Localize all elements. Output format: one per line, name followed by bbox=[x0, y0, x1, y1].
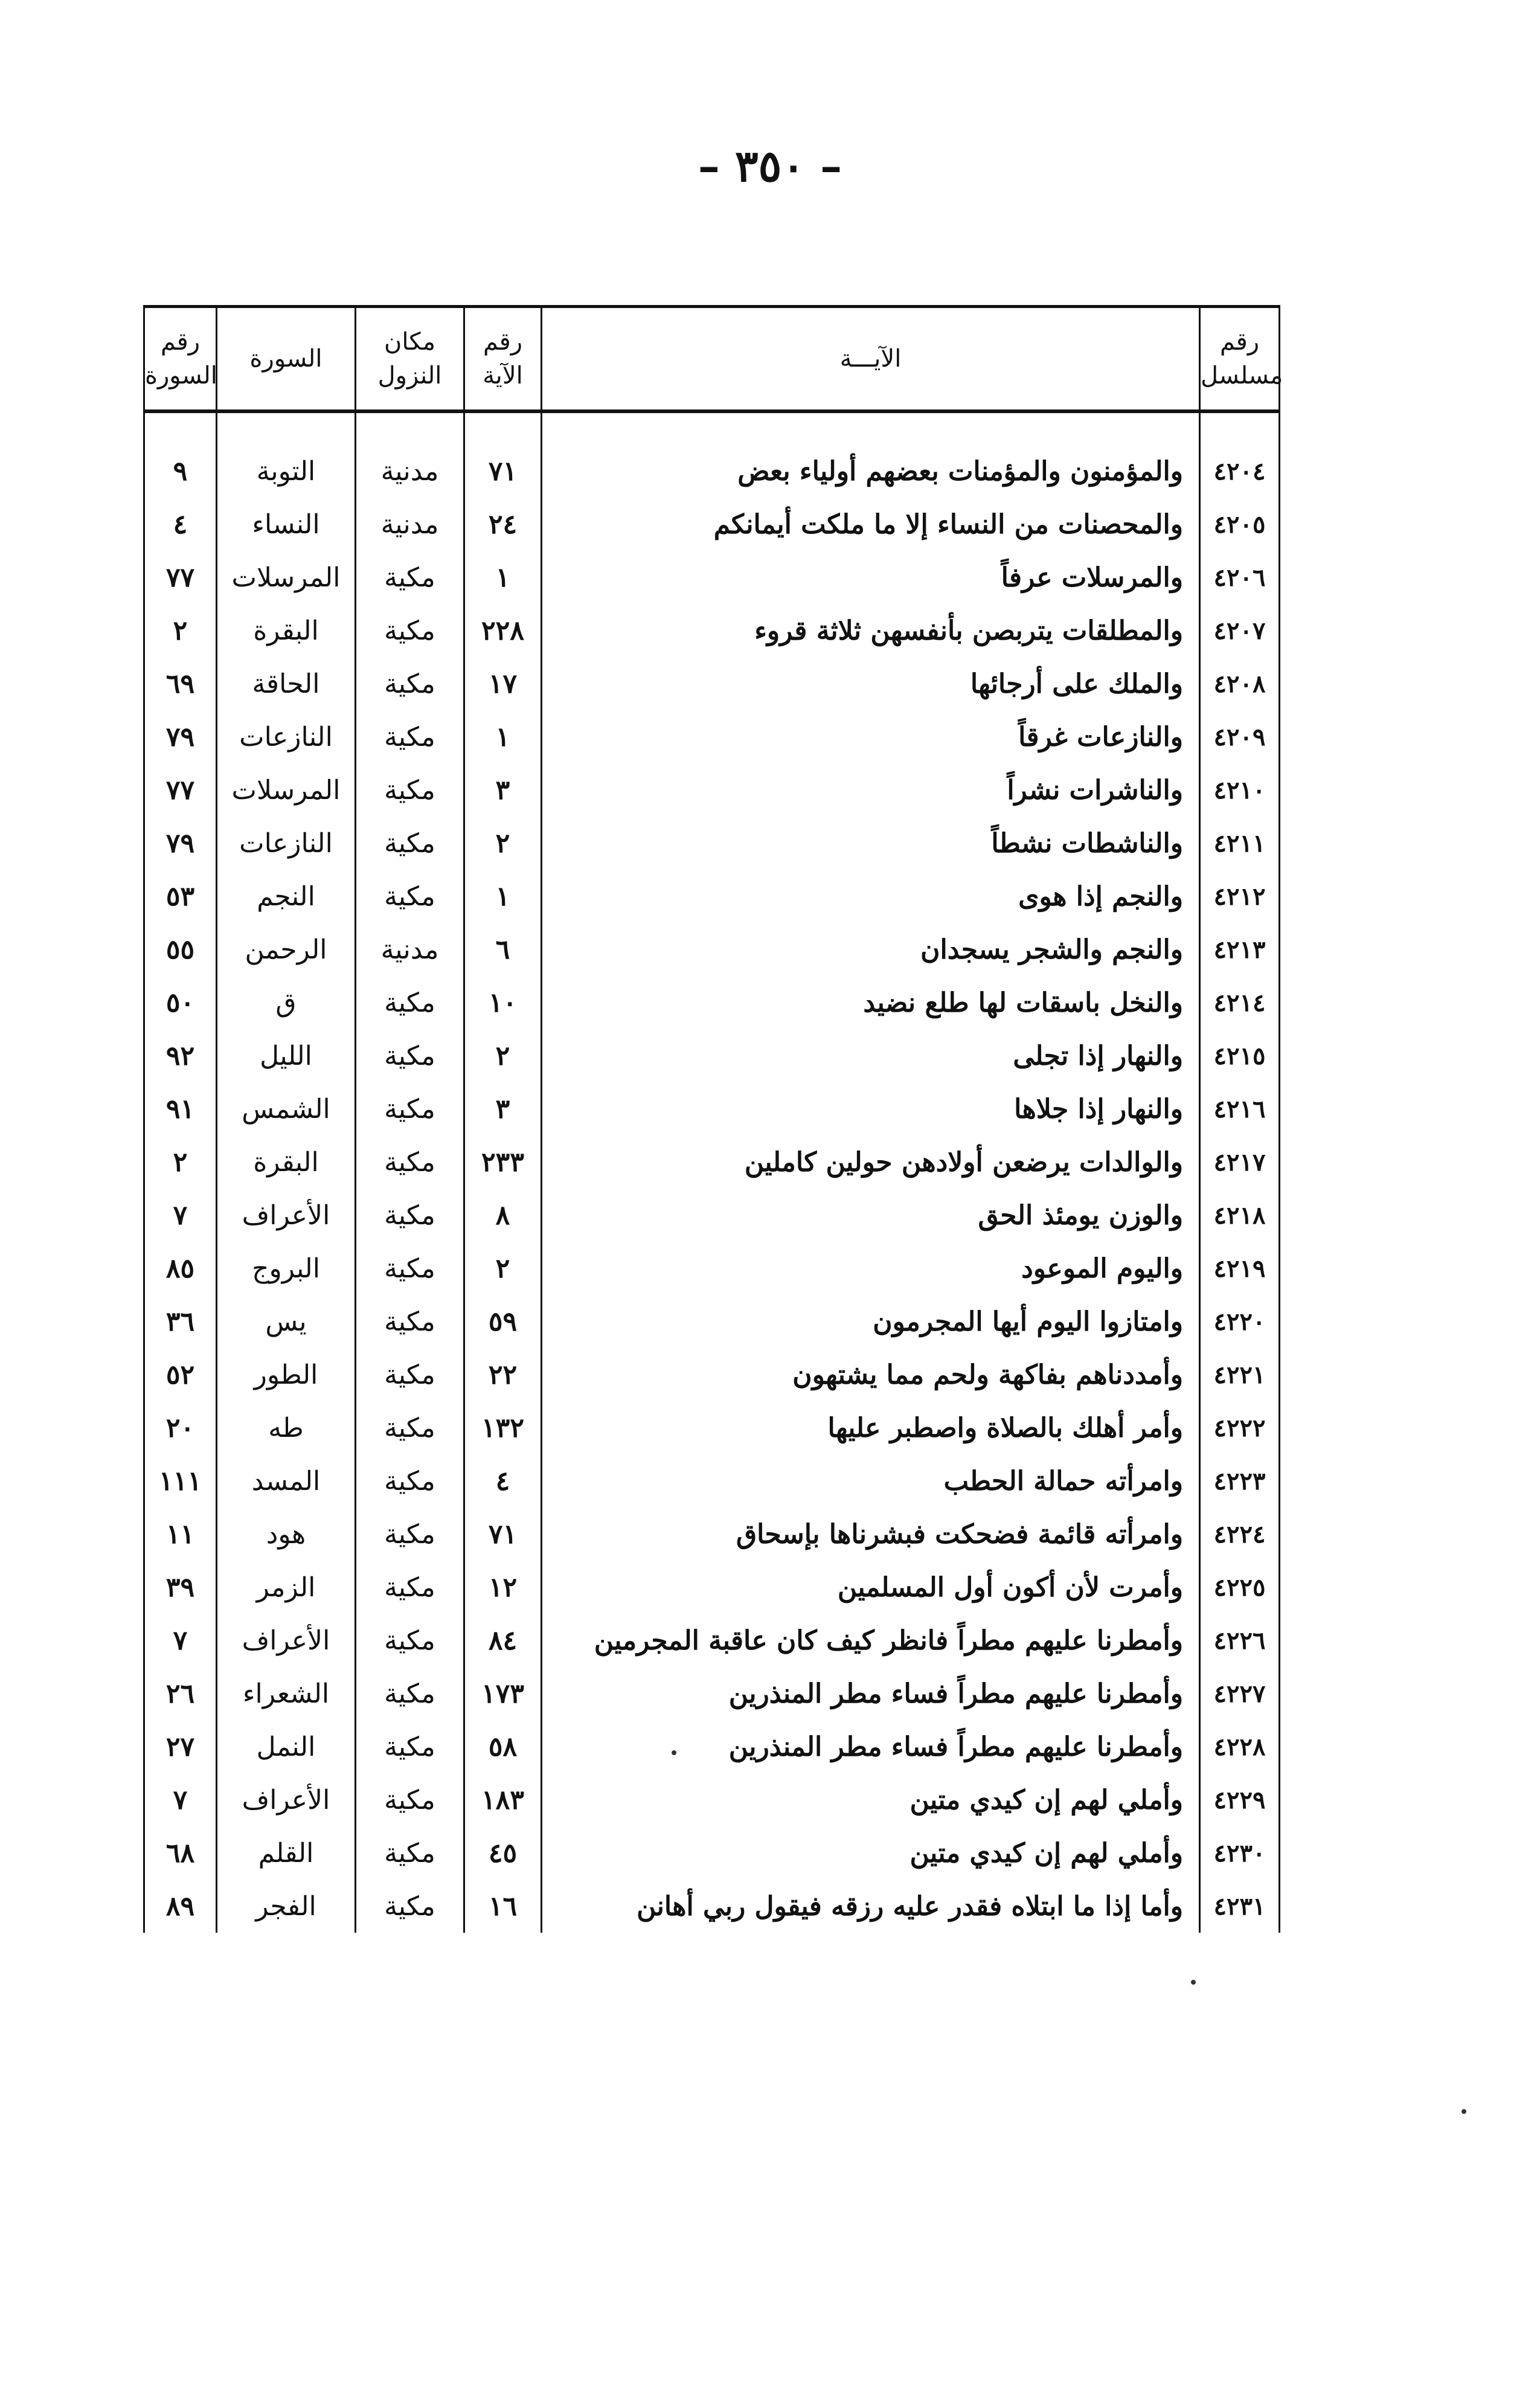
table-header-row bbox=[144, 307, 1280, 412]
place-cell: مكية bbox=[356, 1295, 464, 1348]
surah-number-cell: ٣٦ bbox=[144, 1295, 217, 1348]
serial-cell: ٤٢٢٩ bbox=[1200, 1773, 1280, 1826]
surah-number-cell: ٢ bbox=[144, 1135, 217, 1189]
surah-number-cell: ٦٩ bbox=[144, 657, 217, 710]
place-cell: مكية bbox=[356, 1508, 464, 1561]
surah-number-cell: ٥٢ bbox=[144, 1348, 217, 1401]
place-cell: مكية bbox=[356, 604, 464, 657]
serial-cell: ٤٢٢٠ bbox=[1200, 1295, 1280, 1348]
table-row bbox=[144, 1454, 1280, 1508]
ayah-number-cell: ٤٥ bbox=[464, 1826, 542, 1880]
surah-number-cell: ٦٨ bbox=[144, 1826, 217, 1880]
surah-number-cell: ٧٧ bbox=[144, 763, 217, 817]
verse-cell: والمؤمنون والمؤمنات بعضهم أولياء بعض bbox=[542, 445, 1200, 498]
place-cell: مكية bbox=[356, 1029, 464, 1082]
verse-cell: والنهار إذا جلاها bbox=[542, 1082, 1200, 1135]
place-cell: مكية bbox=[356, 1561, 464, 1614]
table-row bbox=[144, 1082, 1280, 1135]
surah-cell: التوبة bbox=[217, 445, 356, 498]
ayah-number-cell: ٨ bbox=[464, 1189, 542, 1242]
surah-cell: النمل bbox=[217, 1720, 356, 1773]
surah-cell: الليل bbox=[217, 1029, 356, 1082]
ayah-number-cell: ١٣٢ bbox=[464, 1401, 542, 1454]
surah-cell: النازعات bbox=[217, 710, 356, 763]
table-row bbox=[144, 1401, 1280, 1454]
surah-cell: ق bbox=[217, 976, 356, 1029]
serial-cell: ٤٢٠٦ bbox=[1200, 551, 1280, 604]
place-cell: مكية bbox=[356, 1880, 464, 1933]
table-row bbox=[144, 1029, 1280, 1082]
serial-cell: ٤٢١٤ bbox=[1200, 976, 1280, 1029]
verse-cell: والنازعات غرقاً bbox=[542, 710, 1200, 763]
surah-number-cell: ٧ bbox=[144, 1773, 217, 1826]
surah-cell: النجم bbox=[217, 870, 356, 923]
ayah-number-cell: ٧١ bbox=[464, 445, 542, 498]
table-row bbox=[144, 1614, 1280, 1667]
verse-cell: وأمددناهم بفاكهة ولحم مما يشتهون bbox=[542, 1348, 1200, 1401]
place-cell: مكية bbox=[356, 1082, 464, 1135]
serial-cell: ٤٢١٣ bbox=[1200, 923, 1280, 976]
surah-cell: الأعراف bbox=[217, 1773, 356, 1826]
ayah-number-cell: ١٧ bbox=[464, 657, 542, 710]
ayah-number-cell: ٦ bbox=[464, 923, 542, 976]
table-row bbox=[144, 1826, 1280, 1880]
place-cell: مكية bbox=[356, 657, 464, 710]
surah-cell: يس bbox=[217, 1295, 356, 1348]
surah-number-cell: ٧٩ bbox=[144, 817, 217, 870]
table-row bbox=[144, 1667, 1280, 1720]
header-place: مكان النزول bbox=[356, 307, 464, 412]
page-number: – ٣٥٠ – bbox=[698, 140, 842, 191]
place-cell: مكية bbox=[356, 1189, 464, 1242]
place-cell: مكية bbox=[356, 710, 464, 763]
surah-number-cell: ٤ bbox=[144, 498, 217, 551]
ayah-number-cell: ١٠ bbox=[464, 976, 542, 1029]
verse-cell: والناشرات نشراً bbox=[542, 763, 1200, 817]
surah-number-cell: ١١ bbox=[144, 1508, 217, 1561]
serial-cell: ٤٢٠٨ bbox=[1200, 657, 1280, 710]
place-cell: مكية bbox=[356, 1667, 464, 1720]
serial-cell: ٤٢١٦ bbox=[1200, 1082, 1280, 1135]
surah-cell: الأعراف bbox=[217, 1189, 356, 1242]
ayah-number-cell: ٧١ bbox=[464, 1508, 542, 1561]
place-cell: مكية bbox=[356, 1401, 464, 1454]
serial-cell: ٤٢١١ bbox=[1200, 817, 1280, 870]
verse-cell: والناشطات نشطاً bbox=[542, 817, 1200, 870]
table-row bbox=[144, 657, 1280, 710]
place-cell: مكية bbox=[356, 1135, 464, 1189]
table-row bbox=[144, 1295, 1280, 1348]
surah-cell: الفجر bbox=[217, 1880, 356, 1933]
serial-cell: ٤٢٠٤ bbox=[1200, 445, 1280, 498]
surah-number-cell: ٢٧ bbox=[144, 1720, 217, 1773]
serial-cell: ٤٢٠٥ bbox=[1200, 498, 1280, 551]
surah-cell: الطور bbox=[217, 1348, 356, 1401]
surah-number-cell: ٧ bbox=[144, 1614, 217, 1667]
surah-cell: الشمس bbox=[217, 1082, 356, 1135]
ayah-number-cell: ١٢ bbox=[464, 1561, 542, 1614]
verse-cell: وأمطرنا عليهم مطراً فانظر كيف كان عاقبة المجرمين bbox=[542, 1614, 1200, 1667]
place-cell: مكية bbox=[356, 1348, 464, 1401]
serial-cell: ٤٢١٥ bbox=[1200, 1029, 1280, 1082]
surah-number-cell: ٣٩ bbox=[144, 1561, 217, 1614]
surah-number-cell: ٢٦ bbox=[144, 1667, 217, 1720]
surah-number-cell: ٩٢ bbox=[144, 1029, 217, 1082]
table-row bbox=[144, 1561, 1280, 1614]
surah-cell: المرسلات bbox=[217, 551, 356, 604]
serial-cell: ٤٢٢٢ bbox=[1200, 1401, 1280, 1454]
serial-cell: ٤٢٢١ bbox=[1200, 1348, 1280, 1401]
surah-number-cell: ٢٠ bbox=[144, 1401, 217, 1454]
place-cell: مكية bbox=[356, 976, 464, 1029]
surah-cell: النازعات bbox=[217, 817, 356, 870]
table-row bbox=[144, 1720, 1280, 1773]
ayah-number-cell: ٥٨ bbox=[464, 1720, 542, 1773]
serial-cell: ٤٢١٢ bbox=[1200, 870, 1280, 923]
place-cell: مكية bbox=[356, 1242, 464, 1295]
place-cell: مكية bbox=[356, 1614, 464, 1667]
verse-cell: واليوم الموعود bbox=[542, 1242, 1200, 1295]
surah-number-cell: ٢ bbox=[144, 604, 217, 657]
ayah-number-cell: ٥٩ bbox=[464, 1295, 542, 1348]
verse-cell: وأمر أهلك بالصلاة واصطبر عليها bbox=[542, 1401, 1200, 1454]
ayah-number-cell: ١ bbox=[464, 710, 542, 763]
verse-cell: وأمطرنا عليهم مطراً فساء مطر المنذرين bbox=[542, 1720, 1200, 1773]
stray-dot bbox=[672, 1750, 676, 1755]
ayah-number-cell: ٢٤ bbox=[464, 498, 542, 551]
table-row bbox=[144, 1242, 1280, 1295]
table-row bbox=[144, 1508, 1280, 1561]
serial-cell: ٤٢٢٦ bbox=[1200, 1614, 1280, 1667]
serial-cell: ٤٢١٩ bbox=[1200, 1242, 1280, 1295]
table-row bbox=[144, 1135, 1280, 1189]
surah-number-cell: ٨٥ bbox=[144, 1242, 217, 1295]
table-row bbox=[144, 498, 1280, 551]
table-row bbox=[144, 1773, 1280, 1826]
table-row bbox=[144, 1348, 1280, 1401]
ayah-number-cell: ١٨٣ bbox=[464, 1773, 542, 1826]
place-cell: مدنية bbox=[356, 923, 464, 976]
table-row bbox=[144, 817, 1280, 870]
ayah-number-cell: ٣ bbox=[464, 763, 542, 817]
verse-cell: وامرأته قائمة فضحكت فبشرناها بإسحاق bbox=[542, 1508, 1200, 1561]
verse-cell: والوالدات يرضعن أولادهن حولين كاملين bbox=[542, 1135, 1200, 1189]
place-cell: مدنية bbox=[356, 498, 464, 551]
header-surah-number: رقم السورة bbox=[144, 307, 217, 412]
ayah-number-cell: ٤ bbox=[464, 1454, 542, 1508]
serial-cell: ٤٢٢٤ bbox=[1200, 1508, 1280, 1561]
verse-cell: والمطلقات يتربصن بأنفسهن ثلاثة قروء bbox=[542, 604, 1200, 657]
serial-cell: ٤٢٢٥ bbox=[1200, 1561, 1280, 1614]
ayah-number-cell: ١٦ bbox=[464, 1880, 542, 1933]
surah-number-cell: ١١١ bbox=[144, 1454, 217, 1508]
ayah-number-cell: ٢ bbox=[464, 1242, 542, 1295]
surah-cell: طه bbox=[217, 1401, 356, 1454]
surah-cell: القلم bbox=[217, 1826, 356, 1880]
table-row bbox=[144, 976, 1280, 1029]
verse-index-table bbox=[143, 305, 1283, 1933]
header-ayah-number: رقم الآية bbox=[464, 307, 542, 412]
ayah-number-cell: ١ bbox=[464, 551, 542, 604]
place-cell: مكية bbox=[356, 1826, 464, 1880]
surah-number-cell: ٧٧ bbox=[144, 551, 217, 604]
verse-cell: والمحصنات من النساء إلا ما ملكت أيمانكم bbox=[542, 498, 1200, 551]
serial-cell: ٤٢١٨ bbox=[1200, 1189, 1280, 1242]
surah-number-cell: ٧٩ bbox=[144, 710, 217, 763]
ayah-number-cell: ٢٢ bbox=[464, 1348, 542, 1401]
table-row bbox=[144, 870, 1280, 923]
surah-cell: البقرة bbox=[217, 1135, 356, 1189]
verse-cell: والوزن يومئذ الحق bbox=[542, 1189, 1200, 1242]
verse-cell: والنجم إذا هوى bbox=[542, 870, 1200, 923]
place-cell: مكية bbox=[356, 817, 464, 870]
serial-cell: ٤٢١٠ bbox=[1200, 763, 1280, 817]
verse-cell: وامتازوا اليوم أيها المجرمون bbox=[542, 1295, 1200, 1348]
table-row bbox=[144, 1880, 1280, 1933]
verse-cell: وأملي لهم إن كيدي متين bbox=[542, 1826, 1200, 1880]
serial-cell: ٤٢٢٧ bbox=[1200, 1667, 1280, 1720]
ayah-number-cell: ٢ bbox=[464, 1029, 542, 1082]
header-verse: الآيـــة bbox=[542, 307, 1200, 412]
place-cell: مكية bbox=[356, 1773, 464, 1826]
verse-cell: والنجم والشجر يسجدان bbox=[542, 923, 1200, 976]
ayah-number-cell: ٢٣٣ bbox=[464, 1135, 542, 1189]
serial-cell: ٤٢٢٣ bbox=[1200, 1454, 1280, 1508]
ayah-number-cell: ٢ bbox=[464, 817, 542, 870]
verse-cell: وأمطرنا عليهم مطراً فساء مطر المنذرين bbox=[542, 1667, 1200, 1720]
serial-cell: ٤٢٣٠ bbox=[1200, 1826, 1280, 1880]
ayah-number-cell: ٣ bbox=[464, 1082, 542, 1135]
table-row bbox=[144, 923, 1280, 976]
surah-cell: المسد bbox=[217, 1454, 356, 1508]
verse-cell: والمرسلات عرفاً bbox=[542, 551, 1200, 604]
surah-cell: المرسلات bbox=[217, 763, 356, 817]
table-body bbox=[144, 411, 1280, 1933]
serial-cell: ٤٢٠٧ bbox=[1200, 604, 1280, 657]
verse-cell: والملك على أرجائها bbox=[542, 657, 1200, 710]
place-cell: مكية bbox=[356, 763, 464, 817]
table-spacer-row bbox=[144, 411, 1280, 445]
header-serial: رقم مسلسل bbox=[1200, 307, 1280, 412]
surah-cell: النساء bbox=[217, 498, 356, 551]
surah-cell: الأعراف bbox=[217, 1614, 356, 1667]
surah-cell: الزمر bbox=[217, 1561, 356, 1614]
ayah-number-cell: ٨٤ bbox=[464, 1614, 542, 1667]
verse-cell: والنهار إذا تجلى bbox=[542, 1029, 1200, 1082]
serial-cell: ٤٢٢٨ bbox=[1200, 1720, 1280, 1773]
surah-number-cell: ٩١ bbox=[144, 1082, 217, 1135]
verse-cell: وأما إذا ما ابتلاه فقدر عليه رزقه فيقول ربي أهانن bbox=[542, 1880, 1200, 1933]
header-surah: السورة bbox=[217, 307, 356, 412]
verse-cell: وأمرت لأن أكون أول المسلمين bbox=[542, 1561, 1200, 1614]
surah-number-cell: ٥٠ bbox=[144, 976, 217, 1029]
ayah-number-cell: ١٧٣ bbox=[464, 1667, 542, 1720]
table-row bbox=[144, 551, 1280, 604]
surah-cell: البروج bbox=[217, 1242, 356, 1295]
surah-cell: الحاقة bbox=[217, 657, 356, 710]
serial-cell: ٤٢٠٩ bbox=[1200, 710, 1280, 763]
verse-cell: وأملي لهم إن كيدي متين bbox=[542, 1773, 1200, 1826]
serial-cell: ٤٢٣١ bbox=[1200, 1880, 1280, 1933]
table-row bbox=[144, 1189, 1280, 1242]
stray-dot bbox=[1461, 2109, 1466, 2114]
surah-cell: الرحمن bbox=[217, 923, 356, 976]
ayah-number-cell: ١ bbox=[464, 870, 542, 923]
serial-cell: ٤٢١٧ bbox=[1200, 1135, 1280, 1189]
verse-cell: وامرأته حمالة الحطب bbox=[542, 1454, 1200, 1508]
place-cell: مكية bbox=[356, 1720, 464, 1773]
place-cell: مكية bbox=[356, 1454, 464, 1508]
verse-cell: والنخل باسقات لها طلع نضيد bbox=[542, 976, 1200, 1029]
surah-cell: هود bbox=[217, 1508, 356, 1561]
table-row bbox=[144, 710, 1280, 763]
stray-dot bbox=[1191, 1980, 1196, 1985]
surah-number-cell: ٩ bbox=[144, 445, 217, 498]
table-row bbox=[144, 604, 1280, 657]
place-cell: مكية bbox=[356, 551, 464, 604]
surah-cell: الشعراء bbox=[217, 1667, 356, 1720]
ayah-number-cell: ٢٢٨ bbox=[464, 604, 542, 657]
table-row bbox=[144, 763, 1280, 817]
surah-number-cell: ٥٣ bbox=[144, 870, 217, 923]
surah-number-cell: ٨٩ bbox=[144, 1880, 217, 1933]
place-cell: مكية bbox=[356, 870, 464, 923]
place-cell: مدنية bbox=[356, 445, 464, 498]
surah-cell: البقرة bbox=[217, 604, 356, 657]
surah-number-cell: ٧ bbox=[144, 1189, 217, 1242]
table-row bbox=[144, 445, 1280, 498]
surah-number-cell: ٥٥ bbox=[144, 923, 217, 976]
